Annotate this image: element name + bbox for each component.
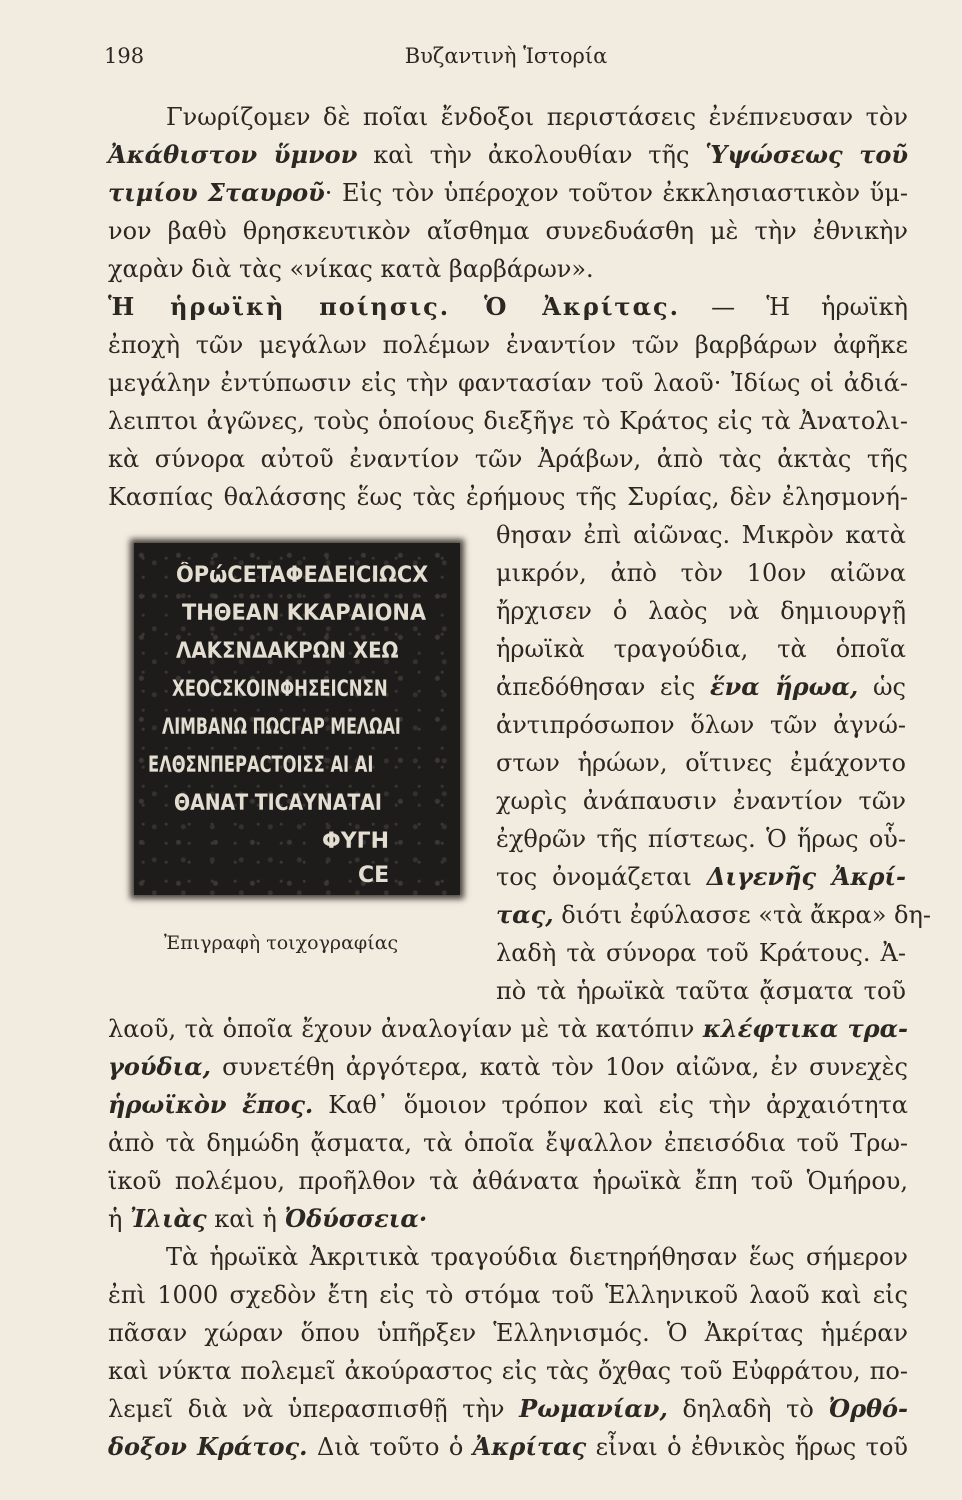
text-line: Ἀκάθιστον ὕμνον καὶ τὴν ἀκολουθίαν τῆς Ὑψώσεως τοῦ [108,140,908,169]
inscription-line: ΧΕΟCΣΚΟΙΝΦΗΣΕΙCΝΣΝ [172,677,388,702]
text-line: Τὰ ἡρωϊκὰ Ἀκριτικὰ τραγούδια διετηρήθησαν ἕως σήμερον [166,1243,908,1271]
section-heading: Ἡ ἡρωϊκὴ ποίησις. Ὁ Ἀκρίτας. [108,292,681,321]
text-line: Ἡ ἡρωϊκὴ ποίησις. Ὁ Ἀκρίτας. — Ἡ ἡρωϊκὴ [108,292,909,321]
text-line: καὶ νύκτα πολεμεῖ ἀκούραστος εἰς τὰς ὄχθας τοῦ Εὐφράτου, πο- [108,1357,908,1385]
text-line: ἡρωϊκὰ τραγούδια, τὰ ὁποῖα [496,635,906,663]
text-line: ἀπεδόθησαν εἰς ἕνα ἥρωα, ὡς [496,672,906,701]
inscription-line: ΦΥΓΗ [322,829,390,854]
inscription-line: CE [358,863,390,888]
text-line: λαοῦ, τὰ ὁποῖα ἔχουν ἀναλογίαν μὲ τὰ κατόπιν κλέφτικα τρα- [108,1014,909,1043]
text-line: δοξον Κράτος. Διὰ τοῦτο ὁ Ἀκρίτας εἶναι ὁ ἐθνικὸς ἥρως τοῦ [108,1432,908,1461]
text-line: ἡ Ἰλιὰς καὶ ἡ Ὀδύσσεια· [108,1204,428,1233]
text-line: πᾶσαν χώραν ὅπου ὑπῆρξεν Ἑλληνισμός. Ὁ Ἀκρίτας ἡμέραν [108,1319,908,1347]
page-number: 198 [104,44,145,68]
text-line: ϊκοῦ πολέμου, προῆλθον τὰ ἀθάνατα ἡρωϊκὰ ἔπη τοῦ Ὁμήρου, [108,1167,908,1195]
text-line: Κασπίας θαλάσσης ἕως τὰς ἐρήμους τῆς Συρίας, δὲν ἐλησμονή- [108,483,908,511]
text-line: γούδια, συνετέθη ἀργότερα, κατὰ τὸν 10ον αἰῶνα, ἐν συνεχὲς [108,1052,908,1081]
text-line: ἡρωϊκὸν ἔπος. Καθ᾽ ὅμοιον τρόπον καὶ εἰς τὴν ἀρχαιότητα [108,1090,909,1119]
title-ypsosis: Ὑψώσεως τοῦ [705,140,908,169]
text-line: μεγάλην ἐντύπωσιν εἰς τὴν φαντασίαν τοῦ λαοῦ· Ἰδίως οἱ ἀδιά- [108,369,908,397]
text-line: χαρὰν διὰ τὰς «νίκας κατὰ βαρβάρων». [108,255,594,283]
text-line: τιμίου Σταυροῦ· Εἰς τὸν ὑπέροχον τοῦτον ἐκκλησιαστικὸν ὕμ- [108,178,908,207]
text-line: τος ὀνομάζεται Διγενῆς Ἀκρί- [496,862,906,891]
inscription-line: ΘΑΝΑΤ ΤΙCΑΥΝΑΤΑΙ [174,791,382,816]
inscription-line: ÔΡώCETAΦEΔEΙCΙΩCΧ [176,563,429,588]
inscription-line: ΕΛΘΣΝΠΕΡΑCΤΟΙΣΣ ΑΙ ΑΙ [148,753,374,778]
text-line: κὰ σύνορα αὐτοῦ ἐναντίον τῶν Ἀράβων, ἀπὸ τὰς ἀκτὰς τῆς [108,445,908,473]
text-line: μικρόν, ἀπὸ τὸν 10ον αἰῶνα [496,559,906,587]
inscription-line: ΛΙΜΒΑΝΩ ΠΩCΓΑΡ ΜΕΛΩΑΙ [162,715,401,740]
text-line: ἐχθρῶν τῆς πίστεως. Ὁ ἥρως οὗ- [496,825,906,853]
text-line: ἐποχὴ τῶν μεγάλων πολέμων ἐναντίον τῶν βαρβάρων ἀφῆκε [108,331,908,359]
text-line: στων ἡρώων, οἵτινες ἐμάχοντο [496,749,906,777]
text-line: τας, διότι ἐφύλασσε «τὰ ἄκρα» δη- [496,900,931,929]
text-line: λαδὴ τὰ σύνορα τοῦ Κράτους. Ἀ- [496,939,906,967]
inscription-line: ΤΗΘΕΑΝ ΚΚΑΡΑΙΟΝΑ [182,601,427,626]
text-line: χωρὶς ἀνάπαυσιν ἐναντίον τῶν [496,787,906,815]
inscription-image [134,543,460,895]
text-line: Γνωρίζομεν δὲ ποῖαι ἔνδοξοι περιστάσεις ἐνέπνευσαν τὸν [166,103,908,131]
text-line: ἀπὸ τὰ δημώδη ᾄσματα, τὰ ὁποῖα ἔψαλλον ἐπεισόδια τοῦ Τρω- [108,1129,908,1157]
title-timiou-stavrou: τιμίου Σταυροῦ [108,178,325,207]
text-line: θησαν ἐπὶ αἰῶνας. Μικρὸν κατὰ [496,521,906,549]
text-line: νον βαθὺ θρησκευτικὸν αἴσθημα συνεδυάσθη μὲ τὴν ἐθνικὴν [108,217,908,245]
text-line: λεμεῖ διὰ νὰ ὑπερασπισθῇ τὴν Ρωμανίαν, δηλαδὴ τὸ Ὀρθό- [108,1394,909,1423]
text-line: ἤρχισεν ὁ λαὸς νὰ δημιουργῇ [496,597,906,625]
title-akathistos: Ἀκάθιστον ὕμνον [108,140,358,169]
running-title: Βυζαντινὴ Ἱστορία [404,44,608,68]
page-header [104,44,908,84]
inscription-line: ΛΑΚΣΝΔΑΚΡΩΝ ΧΕΩ [176,639,399,664]
text-line: ἀντιπρόσωπον ὅλων τῶν ἀγνώ- [496,711,906,739]
figure-caption: Ἐπιγραφὴ τοιχογραφίας [164,932,399,954]
text-line: ἐπὶ 1000 σχεδὸν ἔτη εἰς τὸ στόμα τοῦ Ἑλληνικοῦ λαοῦ καὶ εἰς [108,1281,908,1309]
text-line: λειπτοι ἀγῶνες, τοὺς ὁποίους διεξῆγε τὸ Κράτος εἰς τὰ Ἀνατολι- [108,407,908,435]
text-line: πὸ τὰ ἡρωϊκὰ ταῦτα ᾄσματα τοῦ [496,977,906,1005]
